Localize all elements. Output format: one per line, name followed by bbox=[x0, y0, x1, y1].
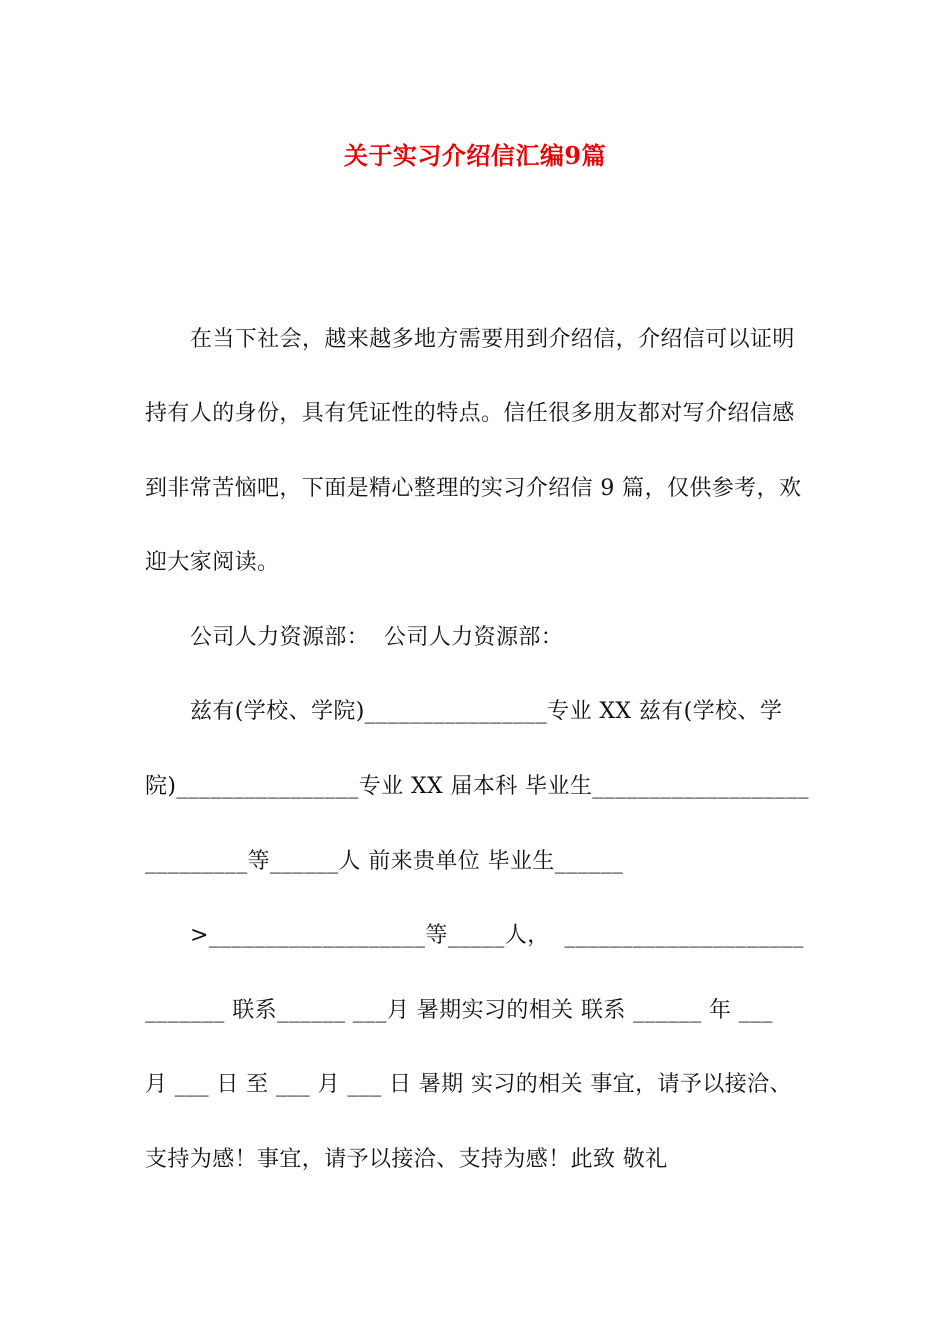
form-line-2: 院)________________专业 XX 届本科 毕业生___________________ bbox=[145, 774, 809, 799]
paragraph-line-4: 迎大家阅读。 bbox=[145, 550, 280, 575]
form-line-1: 兹有(学校、学院)________________专业 XX 兹有(学校、学 bbox=[190, 699, 783, 724]
form-line-5: _______ 联系______ ___月 暑期实习的相关 联系 ______ 年 ___ bbox=[145, 998, 773, 1023]
document-title: 关于实习介绍信汇编9篇 bbox=[343, 141, 607, 170]
paragraph-line-1: 在当下社会，越来越多地方需要用到介绍信，介绍信可以证明 bbox=[190, 327, 795, 352]
paragraph-line-3: 到非常苦恼吧，下面是精心整理的实习介绍信 9 篇，仅供参考，欢 bbox=[145, 476, 802, 501]
salutation-line: 公司人力资源部： 公司人力资源部： bbox=[190, 625, 564, 650]
form-line-6: 月 ___ 日 至 ___ 月 ___ 日 暑期 实习的相关 事宜，请予以接洽、 bbox=[145, 1072, 792, 1097]
paragraph-line-2: 持有人的身份，具有凭证性的特点。信任很多朋友都对写介绍信感 bbox=[145, 401, 795, 426]
closing-line: 支持为感！事宜，请予以接洽、支持为感！此致 敬礼 bbox=[145, 1147, 668, 1172]
form-line-4: >___________________等_____人， _____________________ bbox=[190, 923, 804, 948]
form-line-3: _________等______人 前来贵单位 毕业生______ bbox=[145, 849, 624, 874]
